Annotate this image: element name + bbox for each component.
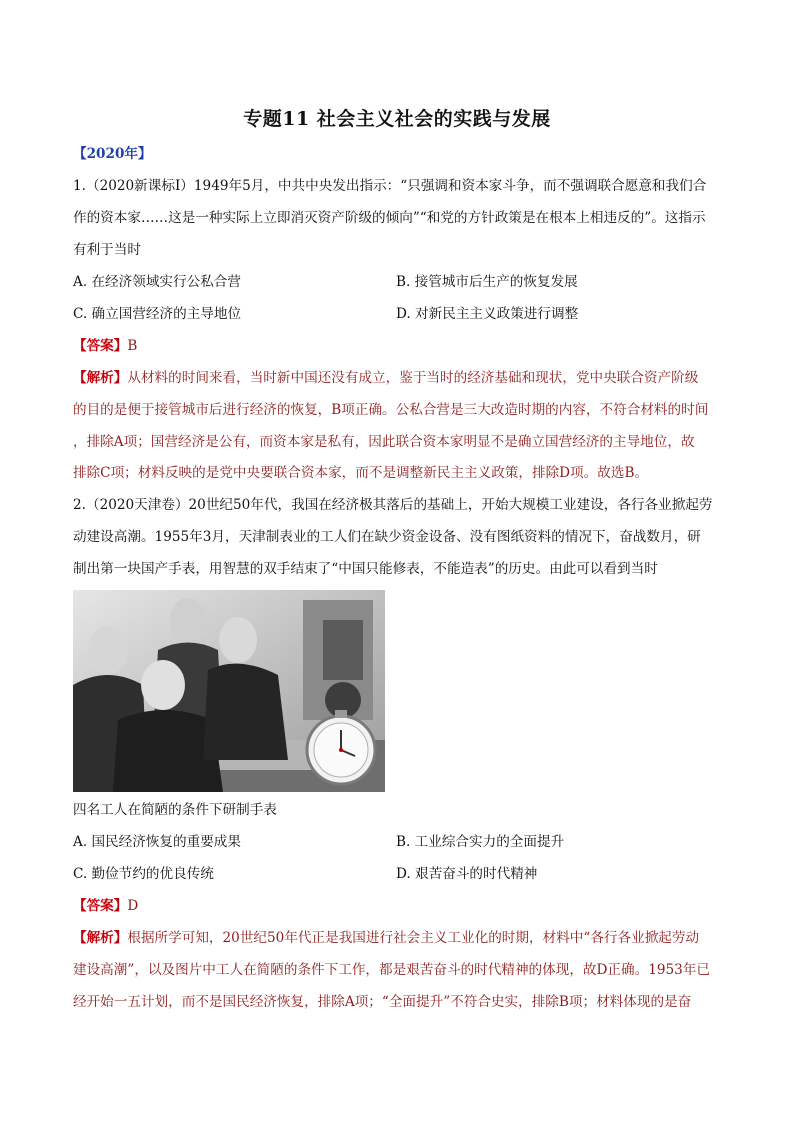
q2-option-d: D. 艰苦奋斗的时代精神 <box>396 866 538 882</box>
q1-option-d: D. 对新民主主义政策进行调整 <box>396 306 579 322</box>
section-heading: 【2020年】 <box>73 146 152 162</box>
q2-answer-value: D <box>127 898 139 914</box>
q1-option-c: C. 确立国营经济的主导地位 <box>73 306 242 322</box>
page-title: 专题11 社会主义社会的实践与发展 <box>243 108 551 130</box>
q2-analysis-line-2: 建设高潮”，以及图片中工人在简陋的条件下工作，都是艰苦奋斗的时代精神的体现，故D正确。1953年已 <box>73 962 710 978</box>
q1-option-a: A. 在经济领域实行公私合营 <box>73 274 241 290</box>
q1-option-b: B. 接管城市后生产的恢复发展 <box>396 274 578 290</box>
q2-analysis-line-3: 经开始一五计划，而不是国民经济恢复，排除A项；“全面提升”不符合史实，排除B项；材料体现的是奋 <box>73 994 692 1010</box>
q1-answer <box>73 336 137 356</box>
q2-option-c: C. 勤俭节约的优良传统 <box>73 866 214 882</box>
workers-photo-illustration <box>73 590 385 792</box>
q2-line-2: 动建设高潮。1955年3月，天津制表业的工人们在缺少资金设备、没有图纸资料的情况下，奋战数月，研 <box>73 529 701 545</box>
q1-answer-value: B <box>127 338 138 354</box>
q2-line-1: 2.（2020天津卷）20世纪50年代，我国在经济极其落后的基础上，开始大规模工业建设，各行各业掀起劳 <box>73 497 713 513</box>
q1-analysis-line-2: 的目的是便于接管城市后进行经济的恢复，B项正确。公私合营是三大改造时期的内容，不符合材料的时间 <box>73 402 709 418</box>
q1-line-1: 1.（2020新课标Ⅰ）1949年5月，中共中央发出指示：“只强调和资本家斗争，而不强调联合愿意和我们合 <box>73 178 707 194</box>
q1-line-3: 有利于当时 <box>73 242 141 258</box>
q1-analysis-line-1: 【解析】从材料的时间来看，当时新中国还没有成立，鉴于当时的经济基础和现状，党中央联合资产阶级 <box>73 370 699 386</box>
q2-analysis-label: 【解析】 <box>73 930 128 946</box>
q2-line-3: 制出第一块国产手表，用智慧的双手结束了“中国只能修表，不能造表”的历史。由此可以看到当时 <box>73 561 658 577</box>
q2-option-b: B. 工业综合实力的全面提升 <box>396 834 565 850</box>
q2-option-a: A. 国民经济恢复的重要成果 <box>73 834 241 850</box>
q1-line-2: 作的资本家……这是一种实际上立即消灭资产阶级的倾向”“和党的方针政策是在根本上相违反的”。这指示 <box>73 210 706 226</box>
q1-analysis-label: 【解析】 <box>73 370 128 386</box>
q2-analysis-line-1: 【解析】根据所学可知，20世纪50年代正是我国进行社会主义工业化的时期，材料中“各行各业掀起劳动 <box>73 930 700 946</box>
q2-answer-label: 【答案】 <box>73 898 128 914</box>
q1-analysis-line-4: 排除C项；材料反映的是党中央要联合资本家，而不是调整新民主主义政策，排除D项。故选B。 <box>73 465 649 481</box>
q1-answer-label: 【答案】 <box>73 338 128 354</box>
q1-analysis-line-3: ，排除A项；国营经济是公有，而资本家是私有，因此联合资本家明显不是确立国营经济的主导地位，故 <box>73 434 695 450</box>
q2-answer <box>73 896 138 916</box>
workers-photo <box>73 590 385 792</box>
photo-caption: 四名工人在简陋的条件下研制手表 <box>73 802 277 818</box>
